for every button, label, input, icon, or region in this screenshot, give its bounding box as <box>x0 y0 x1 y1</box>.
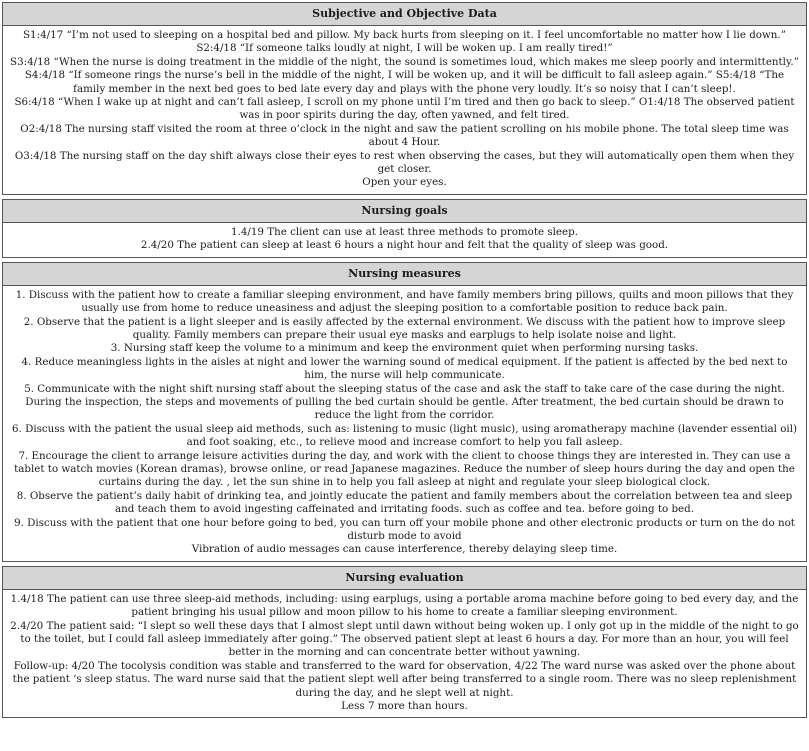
nursing-goals-section <box>2 223 807 258</box>
data-line: S3:4/18 “When the nurse is doing treatment in the middle of the night, the sound is sometimes loud, which makes me sleep poorly and intermittently.” <box>10 55 799 68</box>
measure-line: 9. Discuss with the patient that one hour before going to bed, you can turn off your mobile phone and other electronic products or turn on the do not disturb mode to avoid <box>14 516 795 542</box>
data-line: Open your eyes. <box>362 176 447 189</box>
measure-line: 3. Nursing staff keep the volume to a minimum and keep the environment quiet when performing nursing tasks. <box>110 342 699 355</box>
measure-line: 7. Encourage the client to arrange leisure activities during the day, and work with the client to choose things they are interested in. They can use a tablet to watch movies (Korean dramas), browse online, or read Japanese magazines. Reduce the number of sleep hours during the day and open the curtains during the day. , let the sun shine in to help you fall asleep at night and regulate your sleep biological clock. <box>14 449 795 489</box>
measure-line: Vibration of audio messages can cause interference, thereby delaying sleep time. <box>191 543 618 556</box>
measure-line: 1. Discuss with the patient how to create a familiar sleeping environment, and have family members bring pillows, quilts and moon pillows that they usually use from home to reduce uneasiness and adjust the sleeping position to a comfortable position to reduce back pain. <box>15 288 794 315</box>
nursing-care-plan-table <box>2 2 807 722</box>
subjective-objective-header: Subjective and Objective Data <box>2 2 807 26</box>
nursing-measures-section <box>2 286 807 562</box>
data-line: O2:4/18 The nursing staff visited the room at three o’clock in the night and saw the patient scrolling on his mobile phone. The total sleep time was about 4 Hour. <box>20 122 789 149</box>
evaluation-line: Follow-up: 4/20 The tocolysis condition was stable and transferred to the ward for observation, 4/22 The ward nurse was asked over the phone about the patient ‘s sleep status. The ward nurse said that the patient slept well after being transferred to a single room. There was no sleep replenishment during the day, and he slept well at night. <box>12 659 797 699</box>
measure-line: 4. Reduce meaningless lights in the aisles at night and lower the warning sound of medical equipment. If the patient is affected by the bed next to him, the nurse will help communicate. <box>21 355 788 382</box>
goal-line: 2.4/20 The patient can sleep at least 6 hours a night hour and felt that the quality of sleep was good. <box>140 239 669 252</box>
measure-line: 5. Communicate with the night shift nursing staff about the sleeping status of the case and ask the staff to take care of the case during the night. During the inspection, the steps and movements of pulling the bed curtain should be gentle. After treatment, the bed curtain should be drawn to reduce the light from the corridor. <box>24 382 785 422</box>
data-line: S6:4/18 “When I wake up at night and can’t fall asleep, I scroll on my phone until I’m tired and then go back to sleep.” O1:4/18 The observed patient was in poor spirits during the day, often yawned, and felt tired. <box>14 96 795 122</box>
measure-line: 8. Observe the patient’s daily habit of drinking tea, and jointly educate the patient and family members about the correlation between tea and sleep and teach them to avoid ingesting caffeinated and irritating foods. such as coffee and tea. before going to bed. <box>16 489 793 516</box>
nursing-measures-header: Nursing measures <box>2 262 807 286</box>
data-line: S1:4/17 “I’m not used to sleeping on a hospital bed and pillow. My back hurts from sleeping on it. I feel uncomfortable no matter how I lie down.” <box>23 29 786 41</box>
nursing-evaluation-section <box>2 590 807 719</box>
data-line: S4:4/18 “If someone rings the nurse’s bell in the middle of the night, I will be woken up, and it will be difficult to fall asleep again.” S5:4/18 “The family member in the next bed goes to bed late every day and plays with the phone very loudly. It’s so noisy that I can’t sleep!. <box>24 69 785 95</box>
measure-line: 2. Observe that the patient is a light sleeper and is easily affected by the external environment. We discuss with the patient how to improve sleep quality. Family members can prepare their usual eye masks and earplugs to help isolate noise and light. <box>23 315 786 341</box>
data-line: S2:4/18 “If someone talks loudly at night, I will be woken up. I am really tired!” <box>196 42 613 55</box>
nursing-evaluation-header: Nursing evaluation <box>2 566 807 590</box>
evaluation-line: 1.4/18 The patient can use three sleep-aid methods, including: using earplugs, using a portable aroma machine before going to bed every day, and the patient bringing his usual pillow and moon pillow to his home to create a familiar sleeping environment. <box>10 592 799 619</box>
evaluation-line: 2.4/20 The patient said: “I slept so well these days that I almost slept until dawn without being woken up. I only got up in the middle of the night to go to the toilet, but I could fall asleep immediately after going.” The observed patient slept at least 6 hours a day. For more than an hour, you will feel better in the morning and can concentrate better without yawning. <box>10 619 799 659</box>
data-line: O3:4/18 The nursing staff on the day shift always close their eyes to rest when observing the cases, but they will automatically open them when they get closer. <box>14 149 795 176</box>
subjective-objective-section <box>2 26 807 195</box>
measure-line: 6. Discuss with the patient the usual sleep aid methods, such as: listening to music (light music), using aromatherapy machine (lavender essential oil) and foot soaking, etc., to relieve mood and increase comfort to help you fall asleep. <box>11 422 798 449</box>
evaluation-line: Less 7 more than hours. <box>341 700 468 713</box>
nursing-goals-header: Nursing goals <box>2 199 807 223</box>
goal-line: 1.4/19 The client can use at least three methods to promote sleep. <box>231 225 578 238</box>
